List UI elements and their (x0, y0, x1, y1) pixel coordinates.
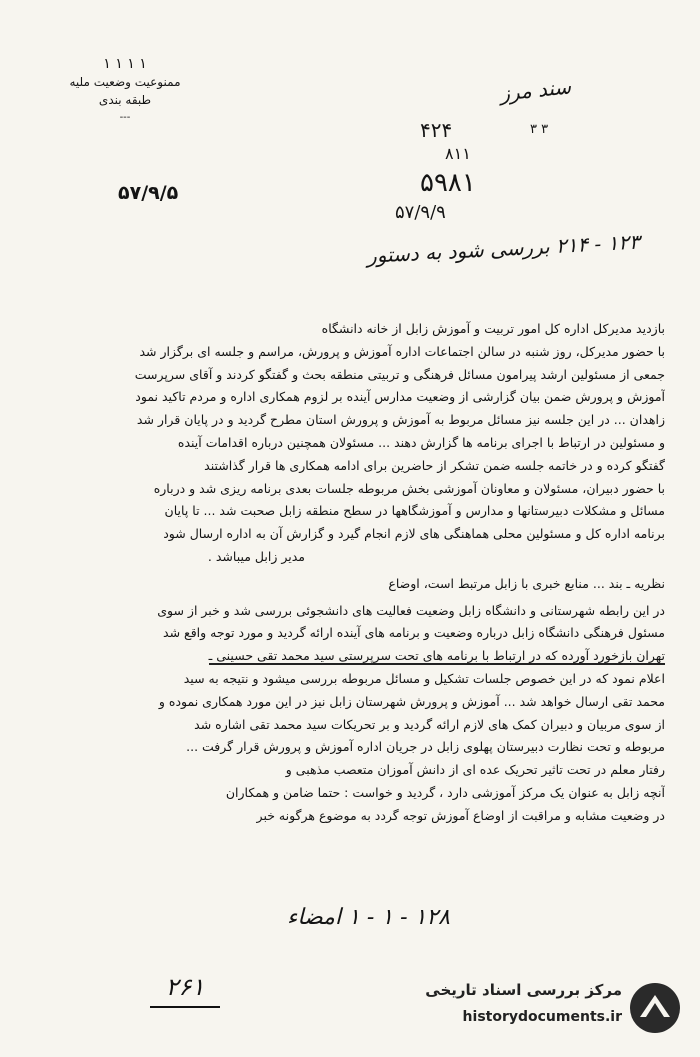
hw-number-1: ۴۲۴ (420, 118, 453, 142)
signature: ۱۲۸ - ۱ - ۱ امضاء (287, 905, 450, 930)
header-line-2: طبقه بندی (98, 93, 152, 107)
body-line (45, 645, 665, 668)
classification-header (40, 55, 210, 127)
hw-file-number: ۵۹۸۱ (420, 168, 476, 198)
body-line: از سوی مربیان و دبیران کمک های لازم ارائه گردید و بر تحریکات سید محمد تقی اشاره شد (194, 716, 665, 732)
body-line: جمعی از مسئولین ارشد پیرامون مسائل فرهنگی و تربیتی منطقه بحث و گفتگو کردند و آقای سرپرست (134, 366, 665, 382)
body-line: بازدید مدیرکل اداره کل امور تربیت و آموزش زابل از خانه دانشگاه (321, 321, 665, 336)
body-line: و مسئولین در ارتباط با اجرای برنامه ها گزارش دهند ... مسئولان همچنین درباره اقدامات آینده (177, 434, 665, 450)
body-line: رفتار معلم در تحت تاثیر تحریک عده ای از دانش آموزان متعصب مذهبی و (285, 762, 665, 778)
hw-date: ۵۷/۹/۹ (395, 202, 446, 223)
document-body (45, 318, 665, 828)
body-line: آنچه زابل به عنوان یک مرکز آموزشی دارد ، گردید و خواست : حتما ضامن و همکاران (225, 784, 665, 800)
body-line: زاهدان ... در این جلسه نیز مسائل مربوط به آموزش و پرورش استان مطرح گردید و در پایان قرار شد (136, 412, 665, 428)
classification-mark: ۱ ۱ ۱ ۱ (103, 56, 147, 72)
paragraph-1 (45, 318, 665, 569)
header-line-3: --- (119, 112, 131, 123)
paragraph-2 (45, 600, 665, 828)
hw-dept: ۳ ۳ (530, 122, 549, 137)
body-line: اعلام نمود که در این خصوص جلسات تشکیل و مسائل مربوطه بررسی میشود و نتیجه به سید (183, 670, 665, 686)
header-line-1: ممنوعیت وضعیت ملیه (69, 75, 181, 89)
underlined-line: تهران بازخورد آورده که در ارتباط با برنامه های تحت سرپرستی سید محمد تقی حسینی ـ (208, 648, 665, 664)
body-line: در این رابطه شهرستانی و دانشگاه زابل وضعیت فعالیت های دانشجوئی بررسی شد و خبر از سوی (157, 602, 665, 618)
body-line: مدیر زابل میباشد . (207, 548, 305, 564)
left-date: ۵۷/۹/۵ (118, 182, 179, 204)
watermark-url: historydocuments.ir (462, 1009, 622, 1025)
body-line: در وضعیت مشابه و مراقبت از اوضاع آموزش توجه گردد به موضوع هرگونه خبر (256, 807, 665, 823)
watermark-title: مرکز بررسی اسناد تاریخی (425, 981, 622, 999)
hw-top-scribble: سند مرز (498, 74, 573, 106)
body-line: مربوطه و تحت نظارت دبیرستان پهلوی زابل در جریان اداره آموزش و پرورش قرار گرفت ... (186, 739, 665, 755)
body-line: برنامه اداره کل و مسئولین محلی هماهنگی های لازم انجام گیرد و گزارش آن به اداره ارسال شود (163, 526, 665, 542)
archive-logo-icon (628, 981, 682, 1035)
archive-watermark (388, 979, 688, 1039)
para2-intro: نظریه ـ بند ... منابع خبری با زابل مرتبط است، اوضاع (388, 575, 665, 591)
body-line: مسئول فرهنگی دانشگاه زابل درباره وضعیت و برنامه های آینده ارائه گردید و مورد توجه واقع شد (163, 625, 665, 641)
handwritten-subject: ۱۲۳ - ۲۱۴ بررسی شود به دستور (366, 229, 641, 268)
body-line: گفتگو کرده و در خاتمه جلسه ضمن تشکر از حاضرین برای ادامه همکاری ها قرار گذاشتند (204, 457, 665, 473)
body-line: مسائل و مشکلات دبیرستانها و مدارس و آموزشگاهها در سطح منطقه زابل صحبت شد ... تا پایان (164, 503, 665, 519)
body-line: با حضور مدیرکل، روز شنبه در سالن اجتماعات اداره آموزش و پرورش، مراسم و جلسه ای برگزار شد (139, 343, 665, 359)
body-line: محمد تقی ارسال خواهد شد ... آموزش و پرورش شهرستان زابل نیز در این مورد همکاری نموده و (158, 693, 665, 709)
body-line: با حضور دبیران، مسئولان و معاونان آموزشی بخش مربوطه جلسات بعدی برنامه ریزی شد و درباره (153, 480, 665, 496)
boxed-number: ۲۶۱ (150, 968, 220, 1008)
hw-number-2: ۸۱۱ (445, 144, 471, 163)
body-line: آموزش و پرورش ضمن بیان گزارشی از وضعیت مدارس آینده بر لزوم همکاری اداره و مردم تاکید نمود (135, 389, 665, 405)
